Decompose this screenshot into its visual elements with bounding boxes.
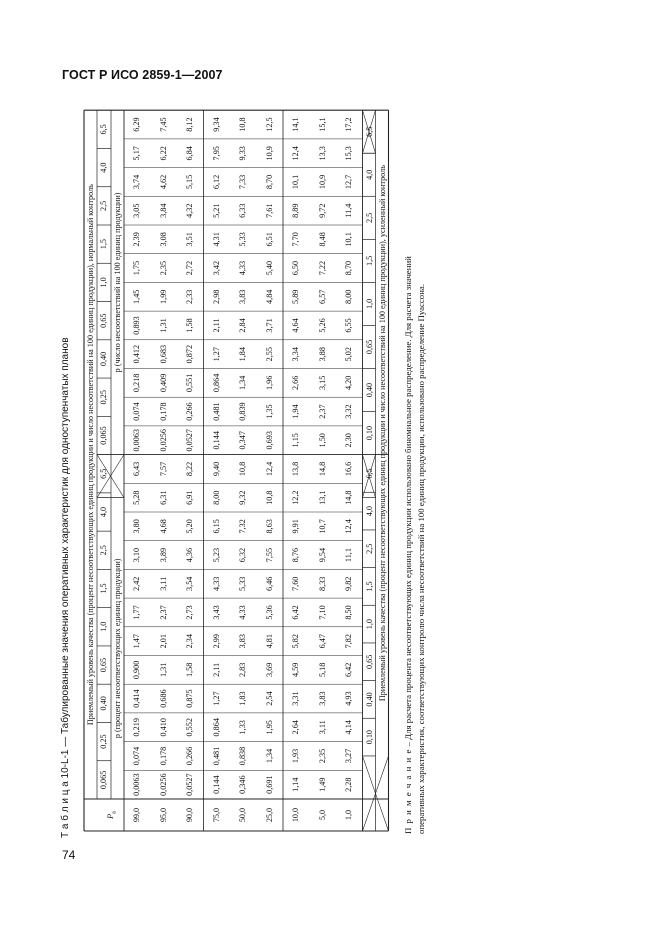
right-value: 10,1 [344,232,353,247]
left-value: 2,54 [264,691,274,706]
left-value: 0,691 [264,775,274,794]
right-value: 4,62 [158,174,168,190]
right-value: 4,33 [238,260,247,276]
right-value: 4,20 [344,375,353,391]
right-value: 4,32 [185,203,194,218]
left-value: 1,47 [132,634,141,649]
pa-symbol: P [106,813,115,819]
right-value: 3,51 [185,232,194,247]
left-value: 4,93 [344,691,353,706]
aql-bottom-right-7: 6,5 [364,126,374,137]
left-value: 1,34 [264,748,274,764]
left-value: 6,46 [264,576,274,591]
left-value: 3,54 [185,576,194,591]
aql-right-col-8: 6,5 [99,124,108,135]
right-value: 6,57 [317,289,327,304]
right-value: 5,26 [317,318,327,333]
table-note [402,144,427,834]
right-value: 6,33 [238,203,247,218]
aql-bottom-right-1: 0,40 [364,382,374,398]
left-value: 3,43 [211,605,221,620]
pa-value: 10,0 [291,807,300,823]
aql-right-col-4: 1,0 [99,277,108,288]
aql-bottom-right-6: 4,0 [364,169,374,180]
right-value: 5,40 [264,260,274,276]
left-value: 0,144 [211,775,221,794]
left-value: 0,864 [211,718,221,737]
right-value: 0,218 [132,373,141,393]
left-value: 3,89 [158,547,168,563]
right-value: 15,3 [344,146,353,161]
pa-value: 99,0 [132,807,141,823]
right-value: 1,45 [132,289,141,304]
aql-right-col-2: 0,40 [99,351,108,367]
left-value: 1,77 [132,605,141,620]
left-value: 4,81 [264,634,274,649]
left-value: 7,60 [291,576,300,591]
left-value: 7,32 [238,519,247,534]
left-value: 1,14 [291,777,300,792]
left-value: 1,49 [317,777,327,792]
left-value: 2,83 [238,662,247,678]
table-caption: Т а б л и ц а 10-L-1 — Табулированные значения оперативных характеристик для одноступенчатых планов [60,337,71,838]
right-value: 2,98 [211,289,221,304]
left-value: 0,552 [185,718,194,737]
right-value: 15,1 [317,117,327,132]
left-value: 0,074 [132,746,141,766]
right-value: 5,15 [185,174,194,190]
left-value: 6,91 [185,490,194,505]
right-value: 1,27 [211,347,221,362]
right-value: 2,11 [211,318,221,333]
note-line-1: – Для расчета процента несоответствующих единиц продукции использовано биномиальное распределение. Для расчета значений [403,256,413,749]
right-value: 0,074 [132,402,141,421]
aql-right-col-6: 2,5 [99,200,108,211]
right-value: 1,96 [264,375,274,391]
right-value: 10,8 [238,117,247,132]
left-value: 0,875 [185,689,194,708]
left-value: 3,31 [291,691,300,706]
right-unit-label: p (число несоответствий на 100 единиц продукции) [113,192,122,373]
right-value: 8,00 [344,289,353,304]
left-value: 2,34 [185,634,194,649]
right-value: 1,75 [132,260,141,276]
right-value: 13,3 [317,146,327,161]
left-value: 4,14 [344,720,353,735]
right-value: 7,33 [238,174,247,190]
left-value: 7,55 [264,547,274,563]
right-value: 0,412 [132,344,141,364]
right-value: 0,347 [238,431,247,450]
aql-left-col-7: 4,0 [99,506,108,518]
left-value: 4,68 [158,519,168,534]
right-value: 0,0527 [185,429,194,452]
aql-left-col-0: 0,065 [99,770,108,790]
right-value: 14,1 [291,117,300,132]
aql-left-col-1: 0,25 [99,734,108,749]
right-value: 0,0063 [132,429,141,452]
pa-value: 50,0 [238,807,247,823]
aql-left-col-8: 6,5 [99,468,108,479]
right-value: 6,55 [344,318,353,333]
right-value: 7,70 [291,232,300,247]
right-value: 0,683 [158,344,168,364]
left-value: 5,28 [132,490,141,505]
aql-left-col-5: 1,5 [99,583,108,594]
aql-right-col-1: 0,25 [99,390,108,405]
left-value: 8,76 [291,547,300,563]
pa-value: 5,0 [317,809,327,821]
right-value: 1,31 [158,318,168,333]
right-value: 0,872 [185,344,194,364]
left-value: 1,95 [264,720,274,735]
pa-header [97,799,124,831]
right-value: 9,72 [317,203,327,218]
right-value: 2,39 [132,232,141,247]
left-value: 9,32 [238,490,247,505]
aql-left-col-2: 0,40 [99,696,108,711]
right-value: 12,4 [291,146,300,161]
aql-right-col-3: 0,65 [99,313,108,328]
right-value: 0,266 [185,402,194,421]
left-value: 2,99 [211,634,221,649]
left-value: 1,33 [238,720,247,735]
right-value: 3,88 [317,347,327,362]
right-value: 5,89 [291,289,300,304]
right-value: 5,02 [344,347,353,362]
right-value: 3,84 [158,203,168,218]
document-header: ГОСТ Р ИСО 2859-1—2007 [62,68,223,82]
aql-left-col-4: 1,0 [99,621,108,632]
left-value: 2,11 [211,662,221,677]
aql-bottom-left-5: 2,5 [364,543,374,554]
right-value: 0,481 [211,402,221,421]
note-label: П р и м е ч а н и е [403,748,413,834]
right-value: 4,84 [264,289,274,304]
right-value: 3,71 [264,318,274,333]
left-value: 2,01 [158,634,168,649]
right-value: 6,22 [158,146,168,161]
left-value: 4,36 [185,547,194,563]
right-value: 7,61 [264,203,274,218]
left-unit-label: p (процент несоответствующих единиц продукции) [113,558,122,739]
right-value: 0,693 [264,431,274,450]
left-value: 6,31 [158,490,168,505]
aql-left-col-6: 2,5 [99,545,108,556]
right-value: 8,70 [264,174,274,190]
right-value: 3,08 [158,232,168,247]
right-value: 3,34 [291,347,300,362]
right-value: 0,178 [158,402,168,421]
right-value: 2,84 [238,318,247,333]
aql-left-col-3: 0,65 [99,657,108,673]
left-value: 8,22 [185,461,194,477]
left-value: 0,838 [238,746,247,766]
pa-subscript: a [111,811,118,814]
right-value: 17,2 [344,117,353,132]
left-value: 1,31 [158,662,168,678]
left-value: 14,8 [344,490,353,505]
left-value: 6,47 [317,634,327,649]
right-value: 1,94 [291,404,300,419]
right-value: 2,55 [264,347,274,362]
aql-bottom-left-6: 4,0 [364,506,374,517]
left-value: 3,11 [158,576,168,591]
left-value: 3,83 [238,634,247,649]
aql-right-col-5: 1,5 [99,239,108,250]
left-value: 13,1 [317,490,327,505]
left-value: 6,43 [132,461,141,477]
left-value: 2,42 [132,576,141,591]
right-value: 7,45 [158,117,168,132]
pa-value: 90,0 [185,807,194,823]
right-value: 7,95 [211,146,221,161]
left-value: 6,15 [211,519,221,534]
left-value: 2,64 [291,720,300,735]
left-value: 6,32 [238,547,247,563]
rotated-table-block [58,106,608,846]
left-value: 2,37 [158,605,168,620]
right-value: 2,66 [291,375,300,391]
right-value: 6,84 [185,146,194,161]
left-value: 5,18 [317,662,327,678]
left-value: 0,0063 [132,773,141,796]
left-value: 5,23 [211,547,221,563]
right-value: 0,864 [211,373,221,393]
page-number: 74 [62,848,76,862]
right-value: 6,51 [264,232,274,247]
right-value: 4,31 [211,232,221,247]
right-value: 0,144 [211,431,221,450]
right-value: 10,9 [317,174,327,190]
aql-bottom-left-0: 0,10 [364,729,374,745]
right-value: 3,74 [132,174,141,190]
left-value: 7,82 [344,634,353,649]
left-value: 3,11 [317,720,327,735]
left-value: 0,266 [185,746,194,766]
left-value: 16,6 [344,461,353,477]
left-value: 5,36 [264,605,274,620]
aql-bottom-left-7: 6,5 [364,468,374,479]
left-value: 12,2 [291,490,300,505]
right-value: 1,84 [238,347,247,362]
left-value: 9,54 [317,547,327,563]
right-value: 8,12 [185,117,194,132]
left-value: 5,82 [291,634,300,649]
right-value: 0,893 [132,316,141,335]
left-value: 6,42 [291,605,300,620]
left-value: 11,1 [344,548,353,563]
left-value: 9,82 [344,576,353,591]
right-value: 3,42 [211,260,221,276]
left-value: 7,57 [158,461,168,477]
right-value: 3,15 [317,375,327,391]
left-value: 0,0256 [158,773,168,796]
right-value: 3,83 [238,289,247,304]
right-value: 2,35 [158,260,168,276]
right-value: 5,21 [211,203,221,218]
left-value: 5,33 [238,576,247,591]
pa-value: 25,0 [264,807,274,823]
left-value: 3,80 [132,519,141,534]
left-value: 12,4 [344,519,353,534]
right-value: 9,34 [211,117,221,132]
left-value: 6,42 [344,662,353,678]
right-value: 12,5 [264,117,274,132]
left-value: 0,481 [211,746,221,766]
aql-bottom-left-4: 1,5 [364,581,374,592]
aql-bottom-right-2: 0,65 [364,339,374,355]
table-bottom-title: Приемлемый уровень качества (процент несоответствующих единиц продукции и число несоответствий на 100 единиц продукции), усиленный контроль [377,165,387,702]
left-value: 0,219 [132,718,141,737]
right-value: 0,0256 [158,429,168,452]
left-value: 0,410 [158,718,168,737]
left-value: 13,8 [291,461,300,477]
left-value: 2,35 [317,748,327,764]
left-value: 12,4 [264,461,274,477]
left-value: 0,0527 [185,773,194,796]
right-value: 12,7 [344,174,353,190]
right-value: 0,409 [158,373,168,393]
left-value: 1,27 [211,691,221,706]
left-value: 0,686 [158,689,168,708]
left-value: 8,00 [211,490,221,505]
left-value: 0,414 [132,689,141,708]
aql-bottom-left-2: 0,65 [364,654,374,669]
aql-bottom-right-5: 2,5 [364,212,374,223]
right-value: 6,50 [291,260,300,276]
right-value: 0,551 [185,373,194,393]
left-value: 9,91 [291,519,300,534]
left-value: 8,33 [317,576,327,591]
left-value: 10,8 [238,461,247,477]
aql-bottom-right-0: 0,10 [364,425,374,441]
aql-bottom-right-4: 1,5 [364,255,374,266]
left-value: 14,8 [317,461,327,477]
right-value: 0,839 [238,402,247,421]
right-value: 2,37 [317,404,327,419]
right-value: 8,48 [317,232,327,247]
left-value: 7,10 [317,605,327,620]
right-value: 9,33 [238,146,247,161]
left-value: 8,63 [264,519,274,534]
aql-right-col-0: 0,065 [99,426,108,445]
left-value: 0,346 [238,775,247,794]
right-value: 3,32 [344,404,353,419]
left-value: 4,33 [238,605,247,620]
left-value: 3,69 [264,662,274,678]
left-value: 9,40 [211,461,221,477]
right-value: 1,34 [238,375,247,391]
left-value: 0,900 [132,660,141,680]
aql-right-col-7: 4,0 [99,162,108,173]
note-line-2: оперативных характеристик, соответствующих контролю числа несоответствий на 100 единиц продукции, использовано распределение Пуассона. [415,283,426,834]
left-value: 4,33 [211,576,221,591]
left-value: 1,93 [291,748,300,764]
right-value: 6,12 [211,174,221,190]
left-value: 1,58 [185,662,194,678]
right-value: 5,17 [132,146,141,161]
right-value: 5,33 [238,232,247,247]
right-value: 10,9 [264,146,274,161]
right-value: 8,70 [344,260,353,276]
right-value: 2,30 [344,433,353,448]
pa-value: 95,0 [158,807,168,823]
aql-bottom-left-1: 0,40 [364,692,374,707]
right-value: 1,35 [264,404,274,419]
left-value: 4,59 [291,662,300,678]
pa-value: 75,0 [211,807,221,823]
right-value: 7,22 [317,260,327,276]
left-value: 5,20 [185,519,194,534]
aql-bottom-right-3: 1,0 [364,298,374,310]
left-value: 2,73 [185,605,194,620]
left-value: 10,8 [264,490,274,505]
left-value: 3,27 [344,748,353,764]
left-value: 3,10 [132,547,141,563]
left-value: 10,7 [317,519,327,534]
right-value: 10,1 [291,174,300,190]
right-value: 8,89 [291,203,300,218]
right-value: 11,4 [344,203,353,218]
left-value: 1,83 [238,691,247,706]
left-value: 3,83 [317,691,327,706]
oc-table [83,117,393,832]
right-value: 1,50 [317,433,327,448]
right-value: 4,64 [291,318,300,333]
pa-value: 1,0 [344,809,353,821]
right-value: 6,29 [132,117,141,132]
right-value: 1,15 [291,433,300,448]
right-value: 2,72 [185,260,194,276]
right-value: 1,58 [185,318,194,333]
left-value: 0,178 [158,746,168,766]
table-top-title: Приемлемый уровень качества (процент несоответствующих единиц продукции и число несоответствий на 100 единиц продукции), нормальный контроль [86,184,95,726]
right-value: 2,33 [185,289,194,304]
aql-bottom-left-3: 1,0 [364,619,374,630]
right-value: 1,99 [158,289,168,304]
left-value: 2,28 [344,777,353,792]
left-value: 8,50 [344,605,353,620]
right-value: 3,05 [132,203,141,218]
